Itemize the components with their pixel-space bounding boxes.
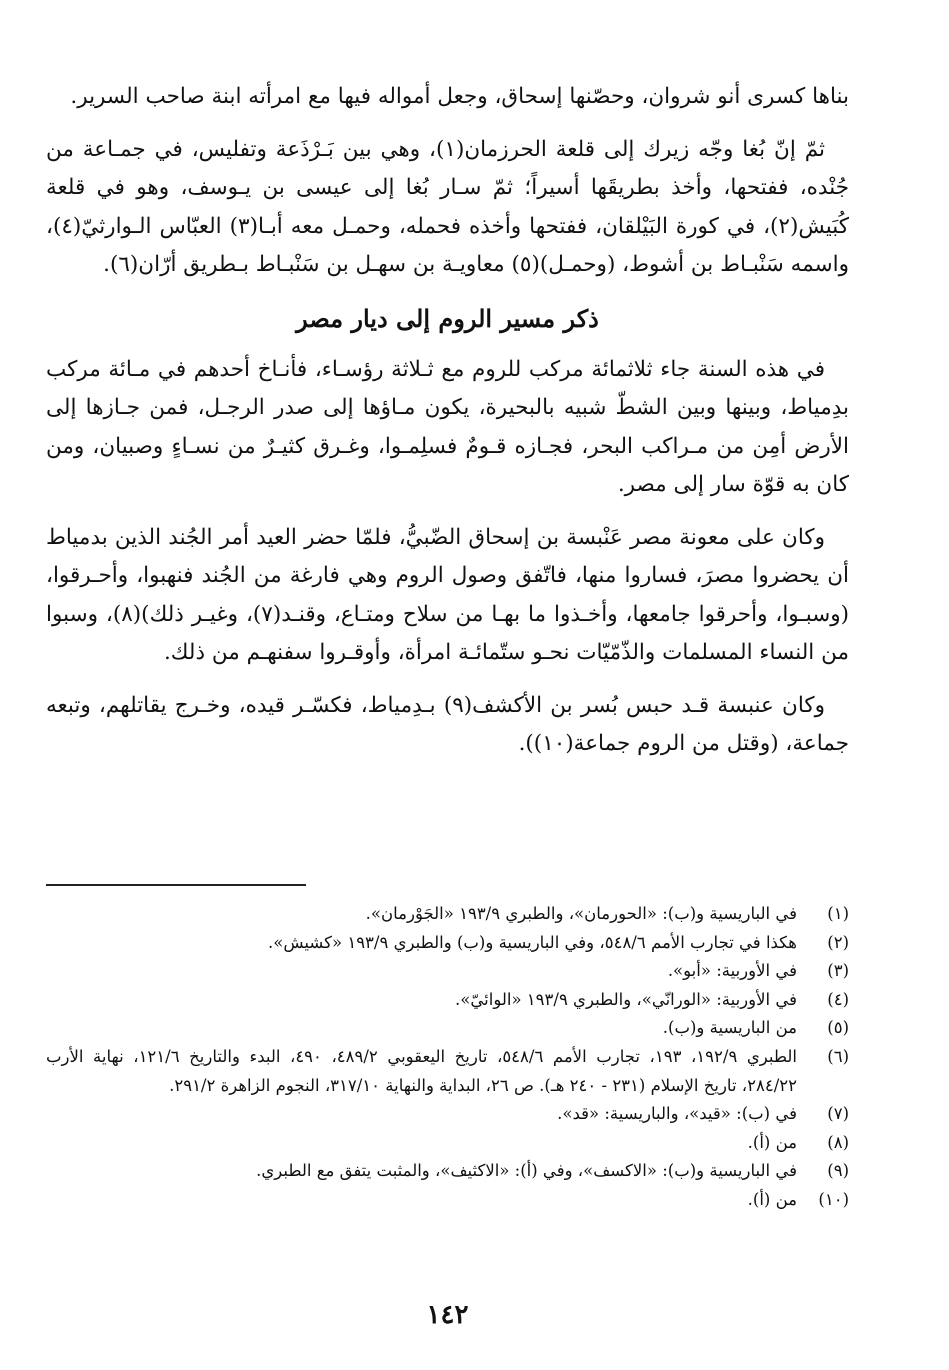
footnote [46,1043,849,1100]
footnote-divider [46,884,306,886]
footnote-text: في الأوربية: «الورانّي»، والطبري ١٩٣/٩ «الوائيّ». [455,989,797,1009]
footnote-number: (٨) [827,1132,849,1152]
footnote-number: (١) [827,904,849,923]
footnote-text: من (أ). [747,1189,797,1209]
footnote-text: من (أ). [747,1132,797,1152]
footnotes [46,900,849,1215]
footnote-number: (٢) [827,932,849,952]
paragraph-anbasa: وكان على معونة مصر عَنْبسة بن إسحاق الضّبيُّ، فلمّا حضر العيد أمر الجُند الذين بدمياط أن يحضروا مصرَ، فساروا منها، فاتّفق وصول الروم وهي فارغة من الجُند فنهبوا، وأحـرقوا، (وسبـوا، وأحرقوا جامعها، وأخـذوا ما بهـا من سلاح ومتـاع، وقنـد(٧)، وغيـر ذلك)(٨)، وسبوا من النساء المسلمات والذّمّيّات نحـو ستّمائـة امرأة، وأوقـروا سفنهـم من ذلك. [46,524,849,665]
footnote [46,929,849,958]
footnote-number: (٥) [827,1018,849,1038]
footnote [46,1186,849,1215]
footnote-text: هكذا في تجارب الأمم ٥٤٨/٦، وفي الباريسية و(ب) والطبري ١٩٣/٩ «كشيش». [268,932,797,952]
footnote-number: (٣) [827,961,849,981]
footnote [46,1157,849,1186]
footnote [46,957,849,986]
footnote-text: في الأوربية: «أبو». [667,961,797,981]
footnote-text: الطبري ١٩٢/٩، ١٩٣، تجارب الأمم ٥٤٨/٦، تاريخ اليعقوبي ٤٨٩/٢، ٤٩٠، البدء والتاريخ ١٢١/٦، نهاية الأرب ٢٨٤/٢٢، تاريخ الإسلام (٢٣١ - ٢٤٠ هـ). ص ٢٦، البداية والنهاية ٣١٧/١٠، النجوم الزاهرة ٢٩١/٢. [46,1046,797,1095]
footnote [46,1129,849,1158]
main-text [46,78,849,764]
footnote-text: في الباريسية و(ب): «الحورمان»، والطبري ١٩٣/٩ «الجَوْرمان». [365,904,797,923]
footnote-text: في (ب): «قيد»، والباريسية: «قد». [557,1104,797,1124]
paragraph-continuation: بناها كسرى أنو شروان، وحصّنها إسحاق، وجعل أمواله فيها مع امرأته ابنة صاحب السرير. [70,84,849,109]
footnote-text: في الباريسية و(ب): «الاكسف»، وفي (أ): «الاكثيف»، والمثبت يتفق مع الطبري. [256,1161,797,1181]
footnote [46,986,849,1015]
footnote-number: (١٠) [818,1189,849,1209]
footnote-number: (٦) [827,1046,849,1066]
footnote-text: من الباريسية و(ب). [662,1018,797,1038]
document-page [46,78,849,1370]
footnote [46,1014,849,1043]
footnote [46,1100,849,1129]
footnote-number: (٧) [827,1104,849,1124]
section-heading: ذكر مسير الروم إلى ديار مصر [296,303,599,333]
paragraph-bugha-campaign: ثمّ إنّ بُغا وجّه زيرك إلى قلعة الحرزمان(١)، وهي بين بَـرْذَعة وتفليس، في جمـاعة من جُنْده، ففتحها، وأخذ بطريقَها أسيراً؛ ثمّ سـار بُغا إلى عيسى بن يـوسف، وهو في قلعة كُبَيش(٢)، في كورة البَيْلقان، ففتحها وأخذه فحمله، وحمـل معه أبـا(٣) العبّاس الـوارثيّ(٤)، واسمه سَنْبـاط بن أشوط، (وحمـل)(٥) معاويـة بن سهـل بن سَنْبـاط بـطريق أرّان(٦). [46,136,849,277]
paragraph-roman-fleet: في هذه السنة جاء ثلاثمائة مركب للروم مع ثـلاثة رؤسـاء، فأنـاخ أحدهم في مـائة مركب بدِمياط، وبينها وبين الشطّ شبيه بالبحيرة، يكون مـاؤها إلى صدر الرجـل، فمن جـازها إلى الأرض أمِن من مـراكب البحر، فجـازه قـومٌ فسلِمـوا، وغـرق كثيـرٌ من نسـاءٍ وصبيان، ومن كان به قوّة سار إلى مصر. [46,356,849,497]
footnote-number: (٤) [827,989,849,1009]
footnote [46,900,849,929]
paragraph-busr: وكان عنبسة قـد حبس بُسر بن الأكشف(٩) بـدِمياط، فكسّـر قيده، وخـرج يقاتلهم، وتبعه جماعة، (وقتل من الروم جماعة(١٠)). [46,692,849,756]
page-number: ١٤٢ [426,1300,469,1330]
footnote-number: (٩) [827,1161,849,1181]
